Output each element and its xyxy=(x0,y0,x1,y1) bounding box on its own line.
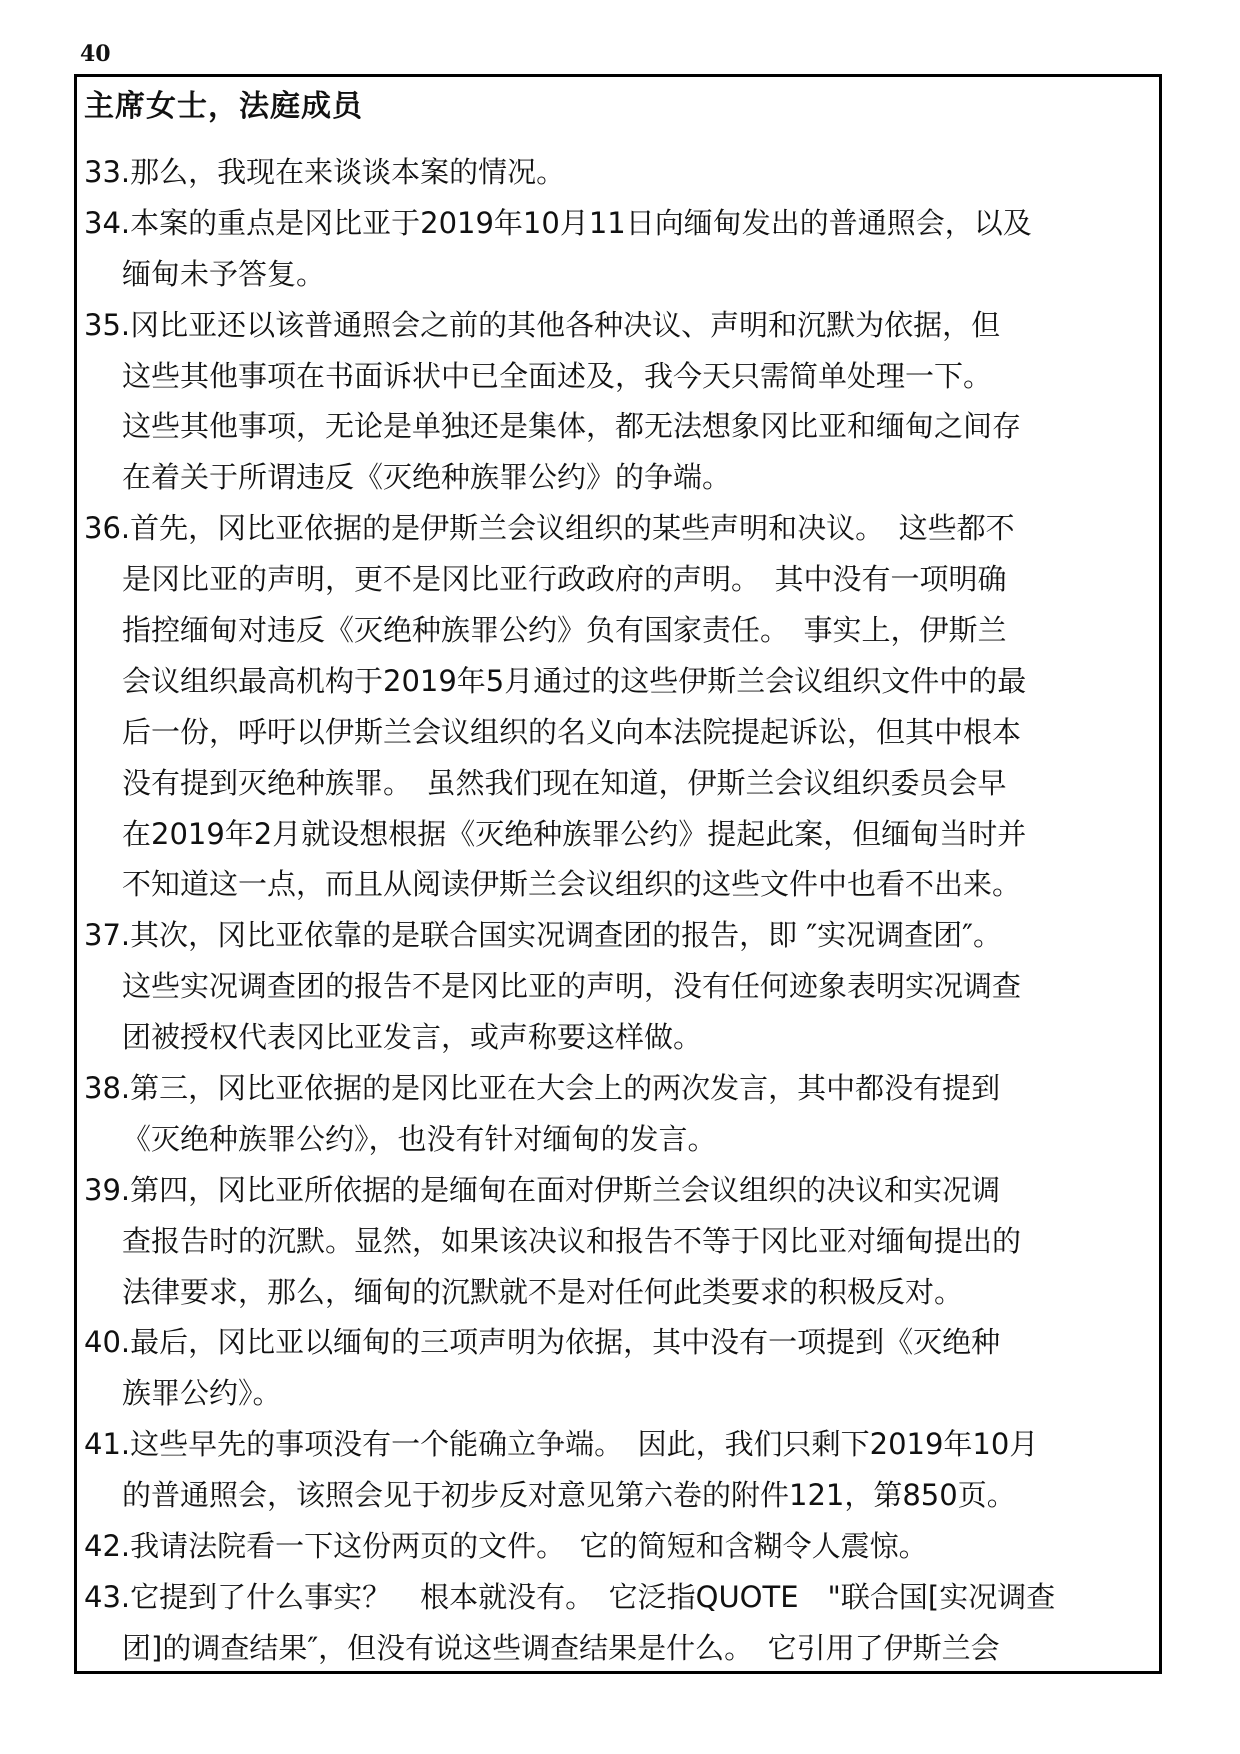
paragraph-continuation-line xyxy=(84,1216,1159,1267)
paragraph-continuation-line xyxy=(84,1012,1159,1063)
paragraph-text: 我请法院看一下这份两页的文件。 它的简短和含糊令人震惊。 xyxy=(130,1529,928,1564)
paragraph-text: 这些实况调查团的报告不是冈比亚的声明，没有任何迹象表明实况调查 xyxy=(122,969,1022,1004)
paragraph-continuation-line xyxy=(84,961,1159,1012)
paragraph-continuation-line xyxy=(84,707,1159,758)
paragraph-number: 42. xyxy=(84,1529,131,1564)
paragraph-first-line xyxy=(84,147,1159,198)
paragraph-text: 缅甸未予答复。 xyxy=(122,256,326,291)
paragraph-text: 不知道这一点，而且从阅读伊斯兰会议组织的这些文件中也看不出来。 xyxy=(122,867,1022,902)
paragraph-text: 那么，我现在来谈谈本案的情况。 xyxy=(130,155,566,189)
paragraph-text: 首先，冈比亚依据的是伊斯兰会议组织的某些声明和决议。 这些都不 xyxy=(130,511,1015,546)
paragraph-first-line xyxy=(84,910,1159,961)
paragraph-text: 最后，冈比亚以缅甸的三项声明为依据，其中没有一项提到《灭绝种 xyxy=(130,1325,1001,1360)
paragraph-text: 《灭绝种族罪公约》，也没有针对缅甸的发言。 xyxy=(122,1121,717,1156)
paragraph-continuation-line xyxy=(84,656,1159,707)
paragraph-number: 41. xyxy=(84,1427,131,1462)
paragraph-text: 的普通照会，该照会见于初步反对意见第六卷的附件121，第850页。 xyxy=(122,1478,1016,1513)
paragraph-first-line xyxy=(84,503,1159,554)
paragraph-text: 法律要求，那么，缅甸的沉默就不是对任何此类要求的积极反对。 xyxy=(122,1274,964,1309)
paragraph-text: 团被授权代表冈比亚发言，或声称要这样做。 xyxy=(122,1020,703,1055)
paragraph-number: 43. xyxy=(84,1579,131,1614)
paragraph-continuation-line xyxy=(84,554,1159,605)
paragraph-text: 在着关于所谓违反《灭绝种族罪公约》的争端。 xyxy=(122,460,732,495)
paragraph-number: 35. xyxy=(84,307,131,342)
paragraph-continuation-line xyxy=(84,401,1159,452)
page-number: 40 xyxy=(80,41,111,67)
paragraph-text: 会议组织最高机构于2019年5月通过的这些伊斯兰会议组织文件中的最 xyxy=(122,663,1027,698)
paragraph-continuation-line xyxy=(84,605,1159,656)
paragraph-text: 后一份，呼吁以伊斯兰会议组织的名义向本法院提起诉讼，但其中根本 xyxy=(122,714,1022,749)
page-heading: 主席女士，法庭成员 xyxy=(84,89,363,124)
paragraph-text: 第三，冈比亚依据的是冈比亚在大会上的两次发言，其中都没有提到 xyxy=(130,1071,1001,1106)
paragraph-number: 34. xyxy=(84,205,131,240)
paragraph-continuation-line xyxy=(84,1623,1159,1674)
paragraph-first-line xyxy=(84,1165,1159,1216)
paragraph-text: 没有提到灭绝种族罪。 虽然我们现在知道，伊斯兰会议组织委员会早 xyxy=(122,765,1007,800)
paragraph-continuation-line xyxy=(84,1267,1159,1318)
paragraph-text: 这些其他事项在书面诉状中已全面述及，我今天只需简单处理一下。 xyxy=(122,358,993,393)
paragraph-first-line xyxy=(84,300,1159,351)
paragraph-number: 39. xyxy=(84,1172,131,1207)
paragraph-continuation-line xyxy=(84,249,1159,300)
paragraph-number: 33. xyxy=(84,155,131,189)
paragraph-text: 它提到了什么事实？ 根本就没有。 它泛指QUOTE "联合国[实况调查 xyxy=(130,1579,1056,1614)
paragraph-continuation-line xyxy=(84,351,1159,402)
paragraph-number: 36. xyxy=(84,511,131,546)
paragraph-text: 冈比亚还以该普通照会之前的其他各种决议、声明和沉默为依据，但 xyxy=(130,307,1001,342)
paragraph-text: 第四，冈比亚所依据的是缅甸在面对伊斯兰会议组织的决议和实况调 xyxy=(130,1172,1001,1207)
paragraph-continuation-line xyxy=(84,1114,1159,1165)
paragraph-continuation-line xyxy=(84,1470,1159,1521)
paragraph-continuation-line xyxy=(84,452,1159,503)
paragraph-first-line xyxy=(84,1521,1159,1572)
paragraph-text: 在2019年2月就设想根据《灭绝种族罪公约》提起此案，但缅甸当时并 xyxy=(122,816,1027,851)
paragraph-continuation-line xyxy=(84,758,1159,809)
paragraph-number: 38. xyxy=(84,1071,131,1106)
paragraph-first-line xyxy=(84,1572,1159,1623)
paragraph-text: 族罪公约》。 xyxy=(122,1376,282,1411)
paragraph-text: 其次，冈比亚依靠的是联合国实况调查团的报告，即 ″实况调查团″。 xyxy=(130,918,1003,953)
paragraph-text: 是冈比亚的声明，更不是冈比亚行政政府的声明。 其中没有一项明确 xyxy=(122,562,1007,597)
paragraph-continuation-line xyxy=(84,859,1159,910)
paragraph-text: 查报告时的沉默。显然，如果该决议和报告不等于冈比亚对缅甸提出的 xyxy=(122,1223,1022,1258)
paragraph-first-line xyxy=(84,198,1159,249)
paragraph-text: 这些早先的事项没有一个能确立争端。 因此，我们只剩下2019年10月 xyxy=(130,1427,1039,1462)
paragraph-number: 40. xyxy=(84,1325,131,1360)
paragraph-text: 团]的调查结果″，但没有说这些调查结果是什么。 它引用了伊斯兰会 xyxy=(122,1630,1000,1665)
paragraph-first-line xyxy=(84,1419,1159,1470)
paragraph-continuation-line xyxy=(84,809,1159,860)
paragraph-continuation-line xyxy=(84,1368,1159,1419)
statement-body xyxy=(84,147,1159,1674)
paragraph-first-line xyxy=(84,1317,1159,1368)
paragraph-text: 本案的重点是冈比亚于2019年10月11日向缅甸发出的普通照会，以及 xyxy=(130,205,1032,240)
paragraph-text: 指控缅甸对违反《灭绝种族罪公约》负有国家责任。 事实上，伊斯兰 xyxy=(122,613,1007,648)
paragraph-text: 这些其他事项，无论是单独还是集体，都无法想象冈比亚和缅甸之间存 xyxy=(122,409,1022,444)
paragraph-first-line xyxy=(84,1063,1159,1114)
paragraph-number: 37. xyxy=(84,918,131,953)
